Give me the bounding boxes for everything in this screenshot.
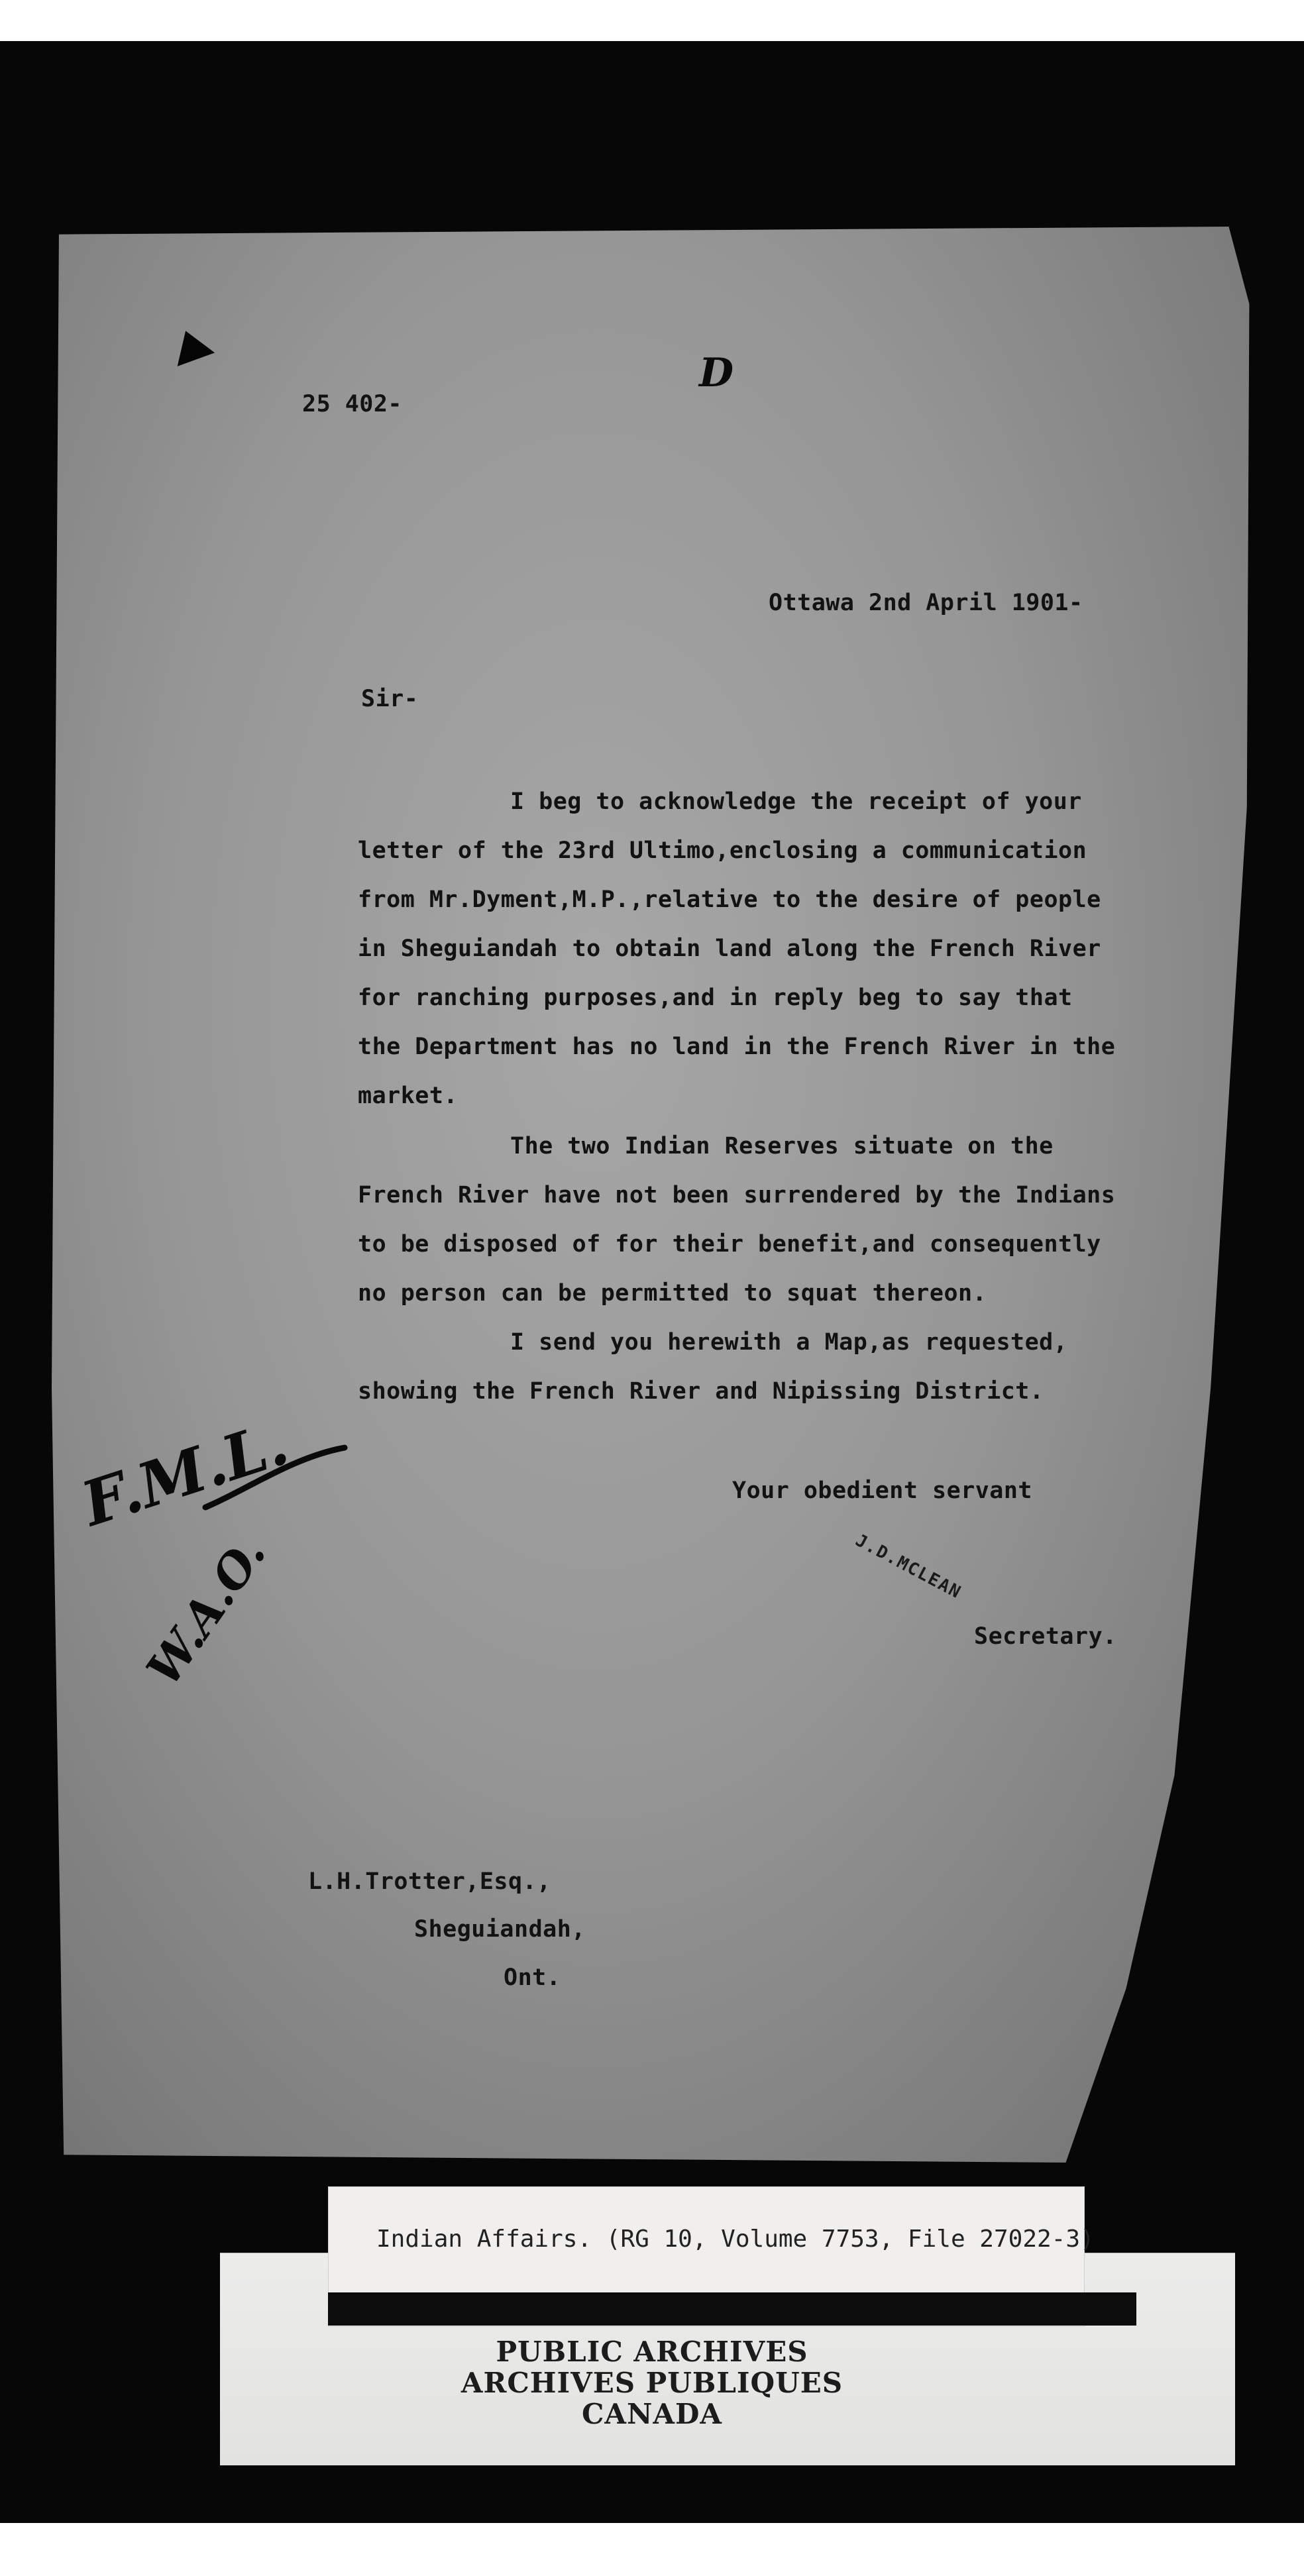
label-shadow-bar: [328, 2292, 1136, 2326]
body-line-1: I beg to acknowledge the receipt of your: [510, 788, 1082, 815]
archive-name-fr: ARCHIVES PUBLIQUES: [461, 2367, 843, 2399]
dateline: Ottawa 2nd April 1901-: [769, 590, 1083, 616]
body-line-3: from Mr.Dyment,M.P.,relative to the desire of people: [358, 886, 1101, 913]
body-line-2: letter of the 23rd Ultimo,enclosing a communication: [358, 837, 1087, 864]
salutation: Sir-: [361, 686, 419, 712]
handwritten-initials-1: F.M.L.: [74, 1407, 297, 1540]
body-line-13: showing the French River and Nipissing District.: [358, 1378, 1044, 1405]
body-line-10: to be disposed of for their benefit,and consequently: [358, 1231, 1101, 1258]
body-line-7: market.: [358, 1083, 459, 1109]
addressee-name: L.H.Trotter,Esq.,: [308, 1868, 551, 1895]
signature-stamp: J.D.MCLEAN: [851, 1530, 965, 1603]
file-number: 25 402-: [302, 391, 403, 417]
body-line-6: the Department has no land in the French River in the: [358, 1034, 1116, 1060]
body-line-8: The two Indian Reserves situate on the: [510, 1133, 1054, 1159]
body-line-5: for ranching purposes,and in reply beg to say that: [358, 985, 1073, 1011]
archive-citation: Indian Affairs. (RG 10, Volume 7753, File 27022-3): [376, 2226, 1095, 2253]
body-line-12: I send you herewith a Map,as requested,: [510, 1329, 1068, 1356]
body-line-9: French River have not been surrendered by the Indians: [358, 1182, 1116, 1208]
addressee-town: Sheguiandah,: [414, 1916, 586, 1943]
body-line-4: in Sheguiandah to obtain land along the French River: [358, 936, 1101, 962]
handwritten-initials-2: W.A.O.: [135, 1527, 277, 1695]
body-line-11: no person can be permitted to squat thereon.: [358, 1280, 987, 1307]
addressee-province: Ont.: [504, 1964, 561, 1991]
closing: Your obedient servant: [732, 1477, 1033, 1504]
signature-title: Secretary.: [974, 1623, 1117, 1650]
archive-country: CANADA: [581, 2398, 722, 2430]
signature-flourish: [199, 1431, 351, 1517]
handwritten-mark: D: [699, 350, 734, 396]
archive-name-en: PUBLIC ARCHIVES: [496, 2335, 808, 2368]
